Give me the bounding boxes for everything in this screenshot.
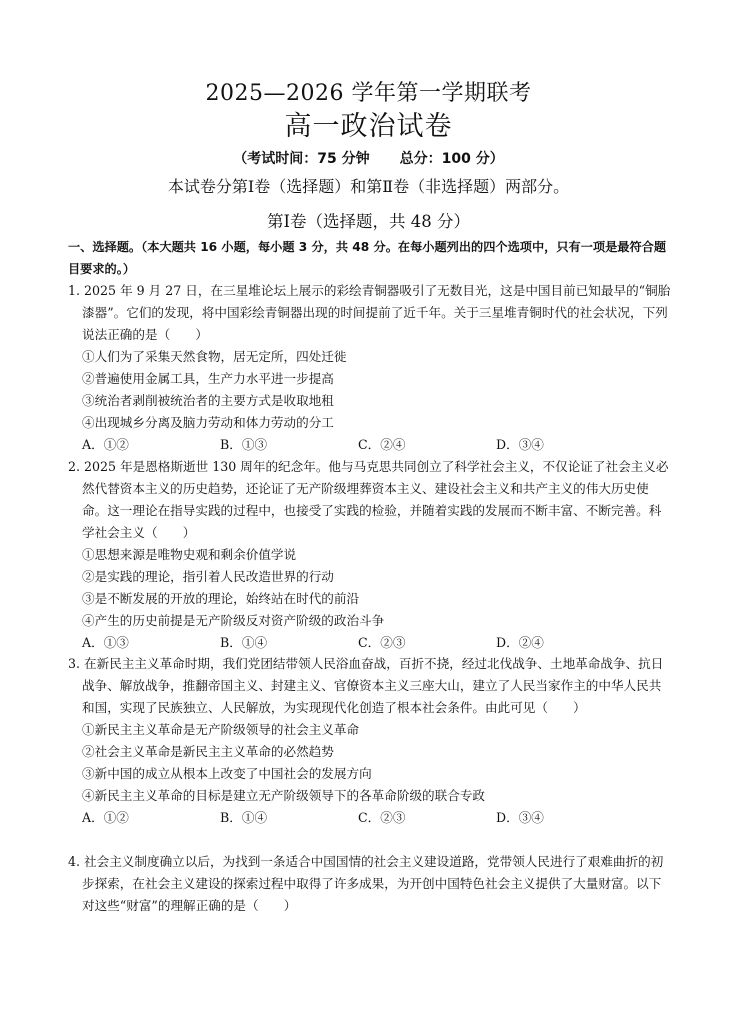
- choice-b: B．①④: [220, 635, 268, 650]
- paper-intro: 本试卷分第Ⅰ卷（选择题）和第Ⅱ卷（非选择题）两部分。: [167, 177, 570, 196]
- statement-3: ③是不断发展的开放的理论，始终站在时代的前沿: [82, 591, 360, 606]
- question-2: [68, 456, 673, 654]
- choice-b: B．①④: [220, 810, 268, 825]
- question-1: [68, 280, 673, 456]
- answer-choices: [68, 434, 673, 456]
- choice-d: D．②④: [496, 635, 544, 650]
- choice-c: C．②③: [358, 635, 406, 650]
- choice-a: A．①②: [82, 810, 129, 825]
- part1-title: 第Ⅰ卷（选择题，共 48 分）: [266, 212, 470, 231]
- statement-3: ③新中国的成立从根本上改变了中国社会的发展方向: [82, 766, 372, 781]
- answer-choices: [68, 632, 673, 654]
- statement-2: ②社会主义革命是新民主主义革命的必然趋势: [82, 744, 334, 759]
- statement-2: ②普遍使用金属工具，生产力水平进一步提高: [82, 371, 334, 386]
- exam-info: [0, 148, 737, 168]
- question-4: [68, 851, 673, 917]
- question-stem: 1. 2025 年 9 月 27 日，在三星堆论坛上展示的彩绘青铜器吸引了无数目光，这是中国目前已知最早的“铜胎漆器”。它们的发现，将中国彩绘青铜器出现的时间提前了近千年。关于三星堆青铜时代的社会状况，下列说法正确的是（ ）: [68, 283, 671, 342]
- question-stem: 3. 在新民主主义革命时期，我们党团结带领人民浴血奋战，百折不挠，经过北伐战争、土地革命战争、抗日战争、解放战争，推翻帝国主义、封建主义、官僚资本主义三座大山，建立了人民当家作主的中华人民共和国，实现了民族独立、人民解放，为实现现代化创造了根本社会条件。由此可见（ ）: [68, 656, 664, 715]
- choice-d: D．③④: [496, 437, 544, 452]
- section-heading: 一、选择题。（本大题共 16 小题，每小题 3 分，共 48 分。在每小题列出的四个选项中，只有一项是最符合题目要求的。）: [68, 240, 667, 276]
- statement-2: ②是实践的理论，指引着人民改造世界的行动: [82, 569, 334, 584]
- choice-c: C．②④: [358, 437, 406, 452]
- statement-1: ①思想来源是唯物史观和剩余价值学说: [82, 547, 297, 562]
- exam-time: （考试时间：75 分钟: [233, 151, 370, 167]
- statement-4: ④产生的历史前提是无产阶级反对资产阶级的政治斗争: [82, 613, 385, 628]
- choice-b: B．①③: [220, 437, 268, 452]
- statement-4: ④新民主主义革命的目标是建立无产阶级领导下的各革命阶级的联合专政: [82, 788, 485, 803]
- statement-3: ③统治者剥削被统治者的主要方式是收取地租: [82, 393, 334, 408]
- choice-d: D．③④: [496, 810, 544, 825]
- choice-c: C．②③: [358, 810, 406, 825]
- answer-choices: [68, 807, 673, 829]
- exam-title-subject: 高一政治试卷: [284, 111, 453, 142]
- statement-1: ①人们为了采集天然食物，居无定所，四处迁徙: [82, 349, 347, 364]
- question-stem: 4. 社会主义制度确立以后，为找到一条适合中国国情的社会主义建设道路，党带领人民进行了艰难曲折的初步探索，在社会主义建设的探索过程中取得了许多成果，为开创中国特色社会主义提供了大量财富。以下对这些“财富”的理解正确的是（ ）: [68, 854, 664, 913]
- question-stem: 2. 2025 年是恩格斯逝世 130 周年的纪念年。他与马克思共同创立了科学社会主义，不仅论证了社会主义必然代替资本主义的历史趋势，还论证了无产阶级埋葬资本主义、建设社会主义和共产主义的伟大历史使命。这一理论在指导实践的过程中，也接受了实践的检验，并随着实践的发展而不断丰富、不断完善。科学社会主义（ ）: [68, 459, 669, 540]
- total-score: 总分：100 分）: [399, 151, 504, 167]
- choice-a: A．①②: [82, 437, 129, 452]
- statement-4: ④出现城乡分离及脑力劳动和体力劳动的分工: [82, 415, 334, 430]
- statement-1: ①新民主主义革命是无产阶级领导的社会主义革命: [82, 722, 360, 737]
- choice-a: A．①③: [82, 635, 129, 650]
- question-3: [68, 653, 673, 829]
- exam-title-year: 2025—2026 学年第一学期联考: [205, 81, 532, 106]
